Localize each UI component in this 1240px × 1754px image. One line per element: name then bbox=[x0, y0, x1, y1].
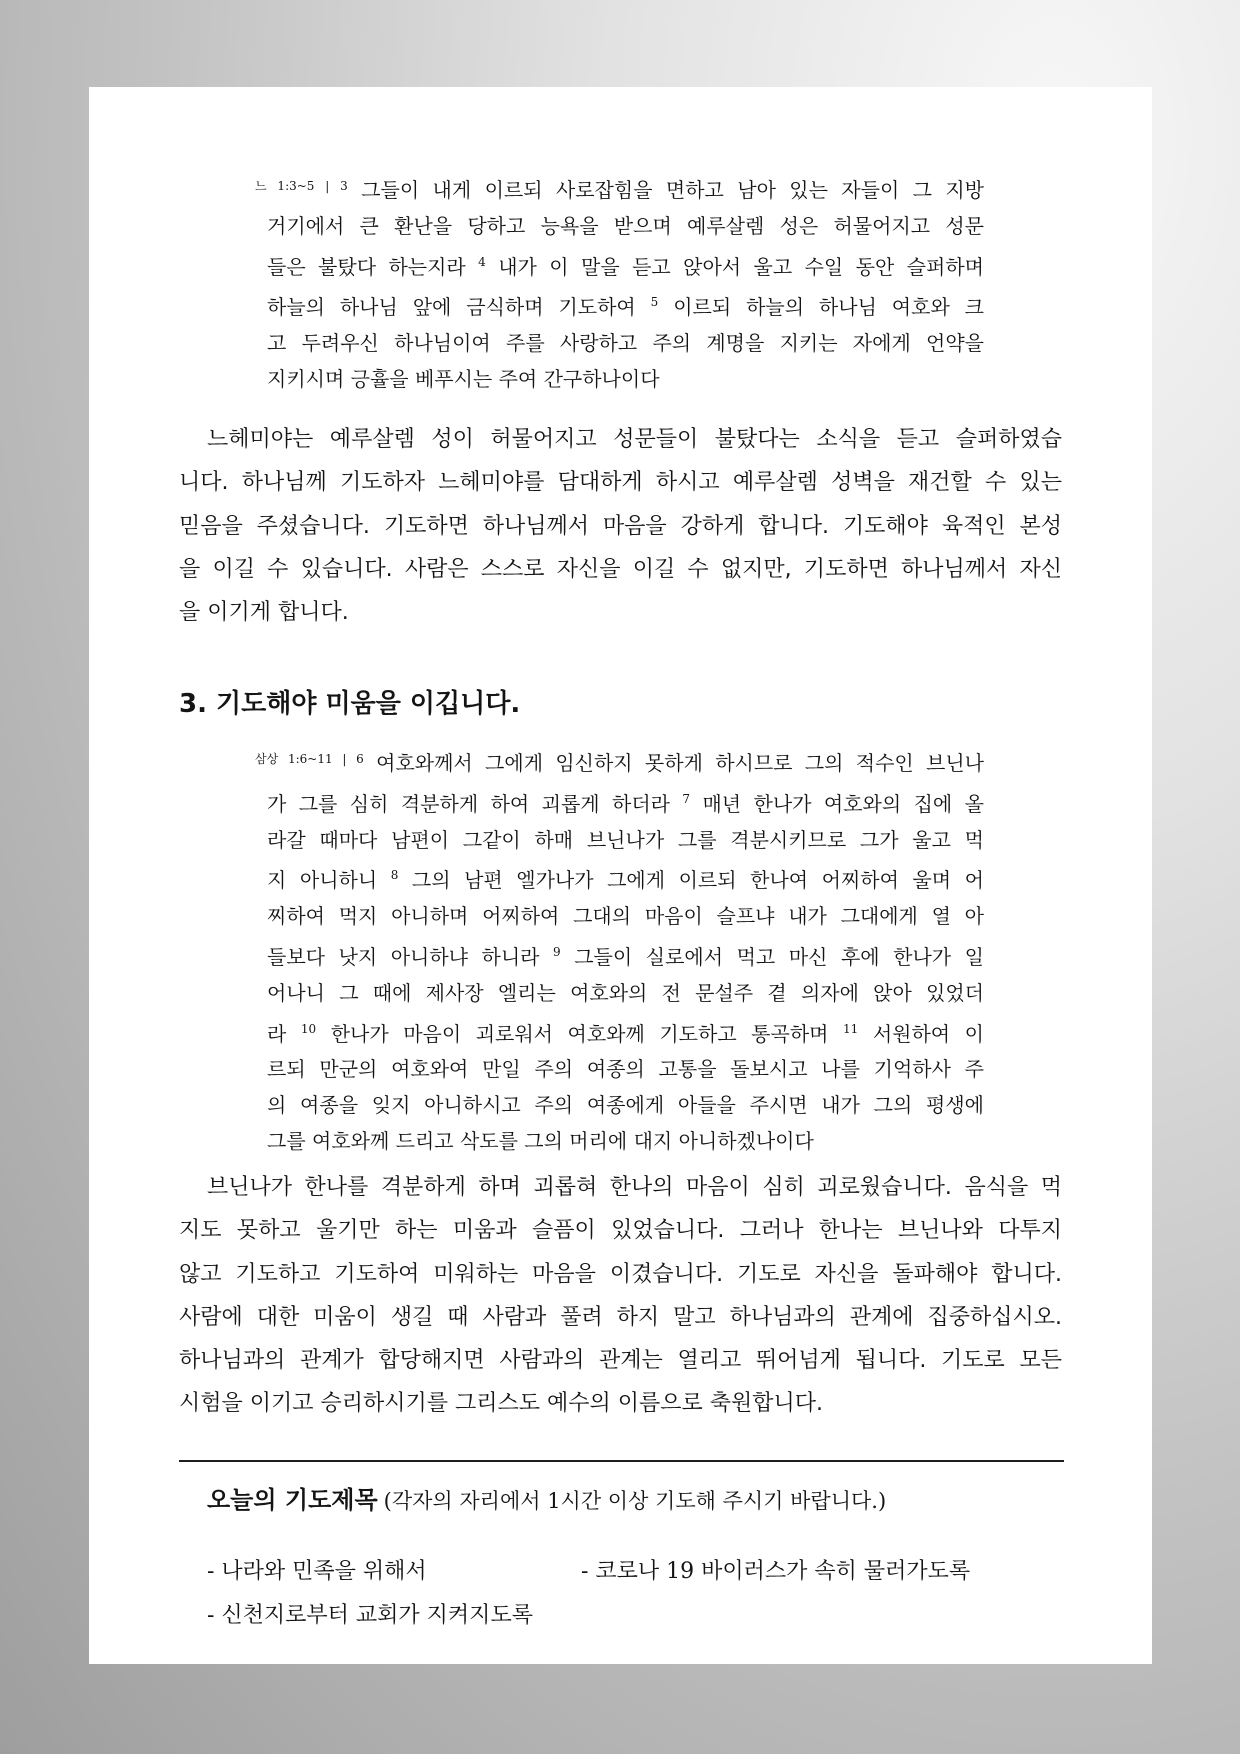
scripture-line bbox=[255, 742, 984, 782]
verse-number: 10 bbox=[300, 1021, 317, 1036]
section-heading: 3. 기도해야 미움을 이깁니다. bbox=[179, 689, 521, 719]
prayer-title: 오늘의 기도제목 bbox=[207, 1486, 378, 1514]
scripture-line bbox=[267, 1012, 984, 1053]
line-text: 고 두려우신 하나님이여 주를 사랑하고 주의 계명을 지키는 자에게 언약을 bbox=[267, 331, 984, 356]
paragraph-line bbox=[179, 418, 1062, 461]
divider-rule bbox=[179, 1460, 1064, 1462]
line-text: 들은 불탔다 하는지라 bbox=[267, 254, 479, 279]
paragraph-line bbox=[179, 1296, 1062, 1339]
line-text: 서원하여 이 bbox=[858, 1021, 984, 1046]
line-text: 지키시며 긍휼을 베푸시는 주여 간구하나이다 bbox=[267, 366, 660, 391]
scripture-line bbox=[267, 858, 984, 899]
scripture-reference: 삼상 1:6~11 | 6 bbox=[255, 752, 364, 766]
line-text: 브닌나가 한나를 격분하게 하며 괴롭혀 한나의 마음이 심히 괴로웠습니다. 음식을 먹 bbox=[207, 1175, 1062, 1200]
paragraph-line bbox=[179, 1166, 1062, 1209]
line-text: 라갈 때마다 남편이 그같이 하매 브닌나가 그를 격분시키므로 그가 울고 먹 bbox=[267, 827, 984, 852]
line-text: 이르되 하늘의 하나님 여호와 크 bbox=[658, 295, 984, 320]
prayer-topics-list bbox=[207, 1550, 1107, 1637]
scripture-line bbox=[267, 326, 984, 362]
paragraph-line bbox=[179, 548, 1062, 591]
verse-number: 4 bbox=[478, 254, 486, 269]
line-text: 지도 못하고 울기만 하는 미움과 슬픔이 있었습니다. 그러나 한나는 브닌나와 다투지 bbox=[179, 1218, 1062, 1244]
scripture-line bbox=[267, 1124, 984, 1160]
scripture-line bbox=[267, 782, 984, 823]
line-text: 하늘의 하나님 앞에 금식하며 기도하여 bbox=[267, 295, 651, 320]
line-text: 시험을 이기고 승리하시기를 그리스도 예수의 이름으로 축원합니다. bbox=[179, 1391, 824, 1417]
line-text: 가 그를 심히 격분하게 하여 괴롭게 하더라 bbox=[267, 791, 683, 816]
verse-number: 11 bbox=[843, 1021, 859, 1036]
line-text: 내가 이 말을 듣고 앉아서 울고 수일 동안 슬퍼하며 bbox=[485, 254, 984, 279]
document-page bbox=[89, 87, 1152, 1664]
scripture-line bbox=[255, 169, 984, 209]
line-text: 그들이 실로에서 먹고 마신 후에 한나가 일 bbox=[560, 944, 984, 969]
line-text: 을 이길 수 있습니다. 사람은 스스로 자신을 이길 수 없지만, 기도하면 하나님께서 자신 bbox=[179, 556, 1062, 582]
line-text: 하나님과의 관계가 합당해지면 사람과의 관계는 열리고 뛰어넘게 됩니다. 기도로 모든 bbox=[179, 1348, 1062, 1374]
paragraph-line bbox=[179, 591, 1062, 634]
line-text: 그들이 내게 이르되 사로잡힘을 면하고 남아 있는 자들이 그 지방 bbox=[347, 178, 984, 202]
line-text: 거기에서 큰 환난을 당하고 능욕을 받으며 예루살렘 성은 허물어지고 성문 bbox=[267, 213, 984, 238]
paragraph-line bbox=[179, 461, 1062, 504]
body-paragraph-1 bbox=[179, 418, 1062, 634]
verse-number: 8 bbox=[390, 868, 399, 883]
scripture-line bbox=[267, 935, 984, 976]
verse-number: 5 bbox=[650, 295, 659, 310]
paragraph-line bbox=[179, 1382, 1062, 1425]
line-text: 을 이기게 합니다. bbox=[179, 600, 349, 626]
scripture-quote-samuel bbox=[255, 742, 984, 1160]
prayer-item: - 신천지로부터 교회가 지켜지도록 bbox=[207, 1602, 533, 1628]
scripture-quote-nehemiah bbox=[255, 169, 984, 398]
line-text: 르되 만군의 여호와여 만일 주의 여종의 고통을 돌보시고 나를 기억하사 주 bbox=[267, 1057, 984, 1082]
scripture-line bbox=[267, 1088, 984, 1124]
verse-number: 7 bbox=[682, 791, 691, 806]
line-text: 라 bbox=[267, 1021, 301, 1046]
scripture-line bbox=[267, 362, 984, 398]
line-text: 니다. 하나님께 기도하자 느헤미야를 담대하게 하시고 예루살렘 성벽을 재건할 수 있는 bbox=[179, 470, 1062, 496]
line-text: 믿음을 주셨습니다. 기도하면 하나님께서 마음을 강하게 합니다. 기도해야 육적인 본성 bbox=[179, 513, 1062, 539]
line-text: 사람에 대한 미움이 생길 때 사람과 풀려 하지 말고 하나님과의 관계에 집중하십시오. bbox=[179, 1304, 1062, 1330]
paragraph-line bbox=[179, 505, 1062, 548]
line-text: 않고 기도하고 기도하여 미워하는 마음을 이겼습니다. 기도로 자신을 돌파해야 합니다. bbox=[179, 1261, 1062, 1287]
line-text: 찌하여 먹지 아니하며 어찌하여 그대의 마음이 슬프냐 내가 그대에게 열 아 bbox=[267, 904, 984, 929]
scripture-reference: 느 1:3~5 | 3 bbox=[255, 179, 348, 193]
paragraph-line bbox=[179, 1209, 1062, 1252]
scripture-line bbox=[267, 823, 984, 859]
body-paragraph-2 bbox=[179, 1166, 1062, 1426]
line-text: 그를 여호와께 드리고 삭도를 그의 머리에 대지 아니하겠나이다 bbox=[267, 1128, 814, 1153]
scripture-line bbox=[267, 1052, 984, 1088]
line-text: 매년 한나가 여호와의 집에 올 bbox=[690, 791, 984, 816]
prayer-topics-header bbox=[207, 1480, 886, 1523]
scripture-line bbox=[267, 976, 984, 1012]
line-text: 들보다 낫지 아니하냐 하니라 bbox=[267, 944, 554, 969]
line-text: 여호와께서 그에게 임신하지 못하게 하시므로 그의 적수인 브닌나 bbox=[363, 751, 984, 775]
prayer-item: - 코로나 19 바이러스가 속히 물러가도록 bbox=[581, 1559, 971, 1584]
line-text: 어나니 그 때에 제사장 엘리는 여호와의 전 문설주 곁 의자에 앉아 있었더 bbox=[267, 980, 984, 1005]
paragraph-line bbox=[179, 1253, 1062, 1296]
line-text: 의 여종을 잊지 아니하시고 주의 여종에게 아들을 주시면 내가 그의 평생에 bbox=[267, 1093, 984, 1118]
line-text: 그의 남편 엘가나가 그에게 이르되 한나여 어찌하여 울며 어 bbox=[398, 868, 984, 893]
scripture-line bbox=[267, 209, 984, 245]
line-text: 느헤미야는 예루살렘 성이 허물어지고 성문들이 불탔다는 소식을 듣고 슬퍼하였습 bbox=[207, 427, 1062, 452]
verse-number: 9 bbox=[553, 944, 561, 959]
paragraph-line bbox=[179, 1339, 1062, 1382]
scripture-line bbox=[267, 285, 984, 326]
scripture-line bbox=[267, 899, 984, 935]
line-text: 한나가 마음이 괴로워서 여호와께 기도하고 통곡하며 bbox=[316, 1021, 844, 1046]
prayer-item: - 나라와 민족을 위해서 bbox=[207, 1559, 427, 1584]
prayer-note: (각자의 자리에서 1시간 이상 기도해 주시기 바랍니다.) bbox=[383, 1489, 887, 1513]
line-text: 지 아니하니 bbox=[267, 868, 391, 893]
scripture-line bbox=[267, 245, 984, 286]
